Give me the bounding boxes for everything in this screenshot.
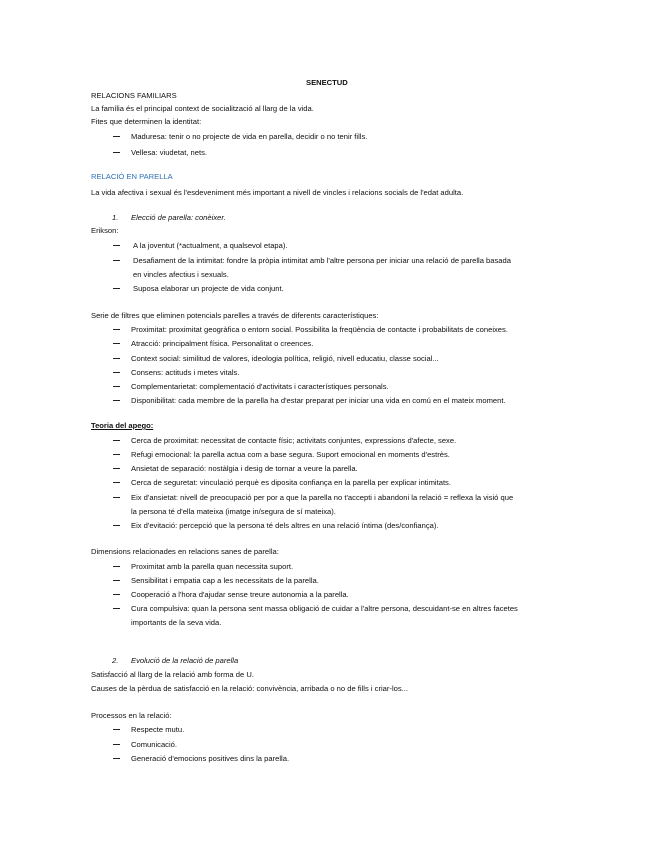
list-item-apego: Cerca de proximitat: necessitat de contacte físic; activitats conjuntes, expressions d'afecte, sexe. bbox=[131, 436, 457, 445]
bullet-dash bbox=[113, 608, 120, 609]
bullet-dash bbox=[113, 329, 120, 330]
document-title: SENECTUD bbox=[306, 78, 348, 87]
list-item-filtre: Proximitat: proximitat geogràfica o entorn social. Possibilita la freqüència de contacte i probabilitats de coneixes. bbox=[131, 325, 508, 334]
bullet-dash bbox=[113, 152, 120, 153]
label-processos: Processos en la relació: bbox=[91, 711, 172, 720]
list-item-proces: Respecte mutu. bbox=[131, 725, 185, 734]
section-title-evolucio: Evolució de la relació de parella bbox=[131, 656, 239, 665]
bullet-dash bbox=[113, 594, 120, 595]
paragraph-intro-familia: La família és el principal context de socialització al llarg de la vida. bbox=[91, 104, 314, 113]
label-fites: Fites que determinen la identitat: bbox=[91, 117, 202, 126]
list-item-erikson: Suposa elaborar un projecte de vida conjunt. bbox=[133, 284, 284, 293]
bullet-dash bbox=[113, 386, 120, 387]
bullet-dash bbox=[113, 440, 120, 441]
list-item-erikson: A la joventut (*actualment, a qualsevol etapa). bbox=[133, 241, 288, 250]
list-item-apego: Eix d'ansietat: nivell de preocupació per por a que la parella no t'accepti i abandoni la relació = reflexa la visió que bbox=[131, 493, 514, 502]
bullet-dash bbox=[113, 343, 120, 344]
list-item-erikson-continuation: en vincles afectius i sexuals. bbox=[133, 270, 229, 279]
list-item-filtre: Atracció: principalment física. Personalitat o creences. bbox=[131, 339, 314, 348]
list-item-fita: Vellesa: viudetat, nets. bbox=[131, 148, 207, 157]
list-item-apego: Refugi emocional: la parella actua com a base segura. Suport emocional en moments d'estrès. bbox=[131, 450, 450, 459]
bullet-dash bbox=[113, 468, 120, 469]
bullet-dash bbox=[113, 525, 120, 526]
list-item-dimensio: Cooperació a l'hora d'ajudar sense treure autonomia a la parella. bbox=[131, 590, 349, 599]
list-item-filtre: Consens: actituds i metes vitals. bbox=[131, 368, 240, 377]
label-erikson: Erikson: bbox=[91, 226, 119, 235]
heading-teoria-apego: Teoria del apego: bbox=[91, 421, 154, 430]
section-number: 2. bbox=[112, 656, 119, 665]
bullet-dash bbox=[113, 372, 120, 373]
bullet-dash bbox=[113, 358, 120, 359]
list-item-apego: Eix d'evitació: percepció que la persona té dels altres en una relació íntima (des/confiança). bbox=[131, 521, 439, 530]
bullet-dash bbox=[113, 482, 120, 483]
heading-relacio-parella: RELACIÓ EN PARELLA bbox=[91, 172, 173, 181]
bullet-dash bbox=[113, 729, 120, 730]
label-dimensions: Dimensions relacionades en relacions sanes de parella: bbox=[91, 547, 279, 556]
bullet-dash bbox=[113, 497, 120, 498]
bullet-dash bbox=[113, 400, 120, 401]
bullet-dash bbox=[113, 744, 120, 745]
list-item-apego: Cerca de seguretat: vinculació perquè es diposita confiança en la parella per explicar intimitats. bbox=[131, 478, 451, 487]
list-item-filtre: Complementarietat: complementació d'activitats i característiques personals. bbox=[131, 382, 389, 391]
bullet-dash bbox=[113, 758, 120, 759]
list-item-fita: Maduresa: tenir o no projecte de vida en parella, decidir o no tenir fills. bbox=[131, 132, 368, 141]
list-item-dimensio: Sensibilitat i empatia cap a les necessitats de la parella. bbox=[131, 576, 319, 585]
bullet-dash bbox=[113, 454, 120, 455]
bullet-dash bbox=[113, 136, 120, 137]
bullet-dash bbox=[113, 245, 120, 246]
bullet-dash bbox=[113, 566, 120, 567]
bullet-dash bbox=[113, 260, 120, 261]
list-item-proces: Generació d'emocions positives dins la parella. bbox=[131, 754, 290, 763]
list-item-dimensio: Cura compulsiva: quan la persona sent massa obligació de cuidar a l'altre persona, descuidant-se en altres facetes bbox=[131, 604, 518, 613]
section-number: 1. bbox=[112, 213, 119, 222]
section-title-eleccio: Elecció de parella: conèixer. bbox=[131, 213, 226, 222]
list-item-filtre: Context social: similitud de valores, ideologia política, religió, nivell educatiu, classe social... bbox=[131, 354, 439, 363]
list-item-apego-continuation: la persona té d'ella mateixa (imatge in/segura de sí mateixa). bbox=[131, 507, 336, 516]
list-item-dimensio: Proximitat amb la parella quan necessita suport. bbox=[131, 562, 294, 571]
list-item-apego: Ansietat de separació: nostàlgia i desig de tornar a veure la parella. bbox=[131, 464, 358, 473]
list-item-filtre: Disponibilitat: cada membre de la parella ha d'estar preparat per iniciar una vida en comú en el mateix moment. bbox=[131, 396, 506, 405]
label-filtres: Serie de filtres que eliminen potencials parelles a través de diferents característiques: bbox=[91, 311, 379, 320]
list-item-proces: Comunicació. bbox=[131, 740, 178, 749]
paragraph-satisfaccio: Satisfacció al llarg de la relació amb forma de U. bbox=[91, 670, 254, 679]
list-item-erikson: Desafiament de la intimitat: fondre la pròpia intimitat amb l'altre persona per iniciar una relació de parella basada bbox=[133, 256, 511, 265]
bullet-dash bbox=[113, 288, 120, 289]
list-item-dimensio-continuation: importants de la seva vida. bbox=[131, 618, 222, 627]
heading-relacions-familiars: RELACIONS FAMILIARS bbox=[91, 91, 177, 100]
paragraph-causes: Causes de la pèrdua de satisfacció en la relació: convivència, arribada o no de fills i criar-los... bbox=[91, 684, 408, 693]
paragraph-intro-parella: La vida afectiva i sexual és l'esdeveniment més important a nivell de vincles i relacions socials de l'edat adulta. bbox=[91, 188, 464, 197]
bullet-dash bbox=[113, 580, 120, 581]
